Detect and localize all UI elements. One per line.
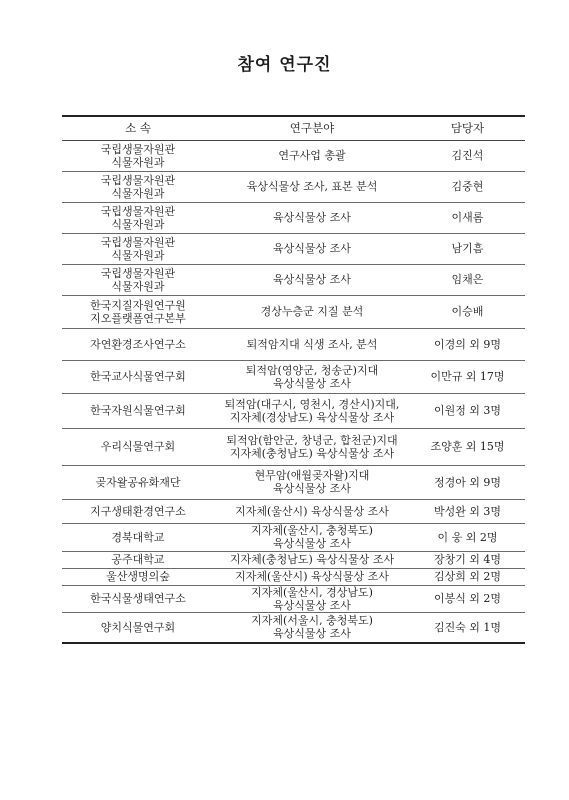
research-field-cell xyxy=(214,140,410,171)
affiliation-cell xyxy=(62,465,214,499)
research-field-cell xyxy=(214,360,410,393)
person-in-charge-cell: 박성완 외 3명 xyxy=(410,499,525,523)
research-field-cell-line: 육상식물상 조사 xyxy=(273,598,351,612)
affiliation-cell-line: 경북대학교 xyxy=(111,530,165,544)
table-row xyxy=(62,140,525,171)
affiliation-cell-line: 국립생물자원관 xyxy=(100,142,176,156)
person-in-charge-cell: 남기흠 xyxy=(410,233,525,264)
research-field-cell xyxy=(214,568,410,585)
affiliation-cell-line: 국립생물자원관 xyxy=(100,235,176,249)
affiliation-cell-line: 식물자원과 xyxy=(111,217,165,231)
table-row xyxy=(62,295,525,328)
research-field-cell xyxy=(214,393,410,428)
table-row xyxy=(62,171,525,202)
affiliation-cell xyxy=(62,568,214,585)
affiliation-cell xyxy=(62,360,214,393)
research-field-cell xyxy=(214,233,410,264)
affiliation-cell xyxy=(62,393,214,428)
person-in-charge-cell: 이새롬 xyxy=(410,202,525,233)
affiliation-cell-line: 식물자원과 xyxy=(111,186,165,200)
affiliation-cell xyxy=(62,295,214,328)
header-person-in-charge: 담당자 xyxy=(410,116,525,140)
affiliation-cell-line: 국립생물자원관 xyxy=(100,173,176,187)
affiliation-cell xyxy=(62,612,214,643)
table-row xyxy=(62,465,525,499)
table-header xyxy=(62,116,525,140)
table-row xyxy=(62,233,525,264)
research-field-cell-line: 현무암(애월곶자왈)지대 xyxy=(254,469,370,482)
research-field-cell-line: 퇴적암(대구시, 영천시, 경산시)지대, xyxy=(224,397,400,411)
research-field-cell-line: 퇴적암지대 식생 조사, 분석 xyxy=(246,337,378,351)
research-field-cell-line: 지자체(울산시) 육상식물상 조사 xyxy=(235,570,389,583)
table-row xyxy=(62,393,525,428)
research-field-cell-line: 지자체(서울시, 충청북도) xyxy=(251,614,373,628)
affiliation-cell xyxy=(62,171,214,202)
header-research-field: 연구분야 xyxy=(214,116,410,140)
research-field-cell xyxy=(214,171,410,202)
research-field-cell-line: 연구사업 총괄 xyxy=(278,149,346,162)
affiliation-cell xyxy=(62,585,214,612)
affiliation-cell-line: 울산생명의숲 xyxy=(106,570,170,583)
research-field-cell-line: 육상식물상 조사 xyxy=(273,273,351,286)
affiliation-cell-line: 한국식물생태연구소 xyxy=(90,592,186,605)
person-in-charge-cell: 김진석 xyxy=(410,140,525,171)
affiliation-cell xyxy=(62,233,214,264)
research-field-cell xyxy=(214,551,410,568)
research-field-cell-line: 지자체(울산시, 충청북도) xyxy=(251,524,373,537)
affiliation-cell-line: 곶자왈공유화재단 xyxy=(95,475,181,489)
research-field-cell xyxy=(214,465,410,499)
table-row xyxy=(62,551,525,568)
person-in-charge-cell: 장창기 외 4명 xyxy=(410,551,525,568)
affiliation-cell-line: 한국자원식물연구회 xyxy=(90,404,186,417)
research-field-cell xyxy=(214,295,410,328)
research-field-cell xyxy=(214,612,410,643)
research-field-cell-line: 육상식물상 조사 xyxy=(273,627,351,641)
research-field-cell xyxy=(214,499,410,523)
affiliation-cell-line: 우리식물연구회 xyxy=(100,440,176,453)
research-field-cell xyxy=(214,428,410,465)
table-row xyxy=(62,202,525,233)
affiliation-cell-line: 식물자원과 xyxy=(111,248,165,262)
research-field-cell-line: 육상식물상 조사 xyxy=(273,211,351,224)
table-row xyxy=(62,264,525,295)
affiliation-cell xyxy=(62,428,214,465)
research-field-cell-line: 육상식물상 조사 xyxy=(273,537,351,550)
person-in-charge-cell: 김진숙 외 1명 xyxy=(410,612,525,643)
research-staff-table xyxy=(62,115,525,644)
person-in-charge-cell: 이원정 외 3명 xyxy=(410,393,525,428)
table-row xyxy=(62,499,525,523)
research-field-cell-line: 지자체(울산시, 경상남도) xyxy=(251,585,373,599)
affiliation-cell xyxy=(62,328,214,360)
affiliation-cell xyxy=(62,499,214,523)
research-field-cell xyxy=(214,264,410,295)
table-row xyxy=(62,612,525,643)
table-row xyxy=(62,568,525,585)
table-row xyxy=(62,585,525,612)
research-field-cell-line: 육상식물상 조사 xyxy=(273,376,351,390)
affiliation-cell xyxy=(62,264,214,295)
person-in-charge-cell: 정경아 외 9명 xyxy=(410,465,525,499)
affiliation-cell-line: 한국지질자원연구원 xyxy=(90,298,186,312)
table-row xyxy=(62,523,525,551)
table-row xyxy=(62,428,525,465)
page-title: 참여 연구진 xyxy=(237,55,332,75)
research-field-cell-line: 퇴적암(영양군, 청송군)지대 xyxy=(245,363,379,377)
person-in-charge-cell: 임채은 xyxy=(410,264,525,295)
affiliation-cell-line: 지오플랫폼연구본부 xyxy=(90,311,186,325)
affiliation-cell-line: 식물자원과 xyxy=(111,155,165,169)
table-header-row xyxy=(62,116,525,140)
research-field-cell-line: 퇴적암(함안군, 창녕군, 합천군)지대 xyxy=(226,433,398,447)
person-in-charge-cell: 이봉식 외 2명 xyxy=(410,585,525,612)
header-affiliation: 소 속 xyxy=(62,116,214,140)
person-in-charge-cell: 조양훈 외 15명 xyxy=(410,428,525,465)
affiliation-cell-line: 양치식물연구회 xyxy=(100,620,176,634)
research-field-cell xyxy=(214,523,410,551)
affiliation-cell xyxy=(62,551,214,568)
person-in-charge-cell: 김중현 xyxy=(410,171,525,202)
affiliation-cell xyxy=(62,140,214,171)
table-body xyxy=(62,140,525,643)
person-in-charge-cell: 이경의 외 9명 xyxy=(410,328,525,360)
person-in-charge-cell: 이승배 xyxy=(410,295,525,328)
research-field-cell-line: 지자체(충청남도) 육상식물상 조사 xyxy=(229,553,395,566)
affiliation-cell-line: 한국교사식물연구회 xyxy=(90,370,186,383)
research-field-cell xyxy=(214,585,410,612)
research-field-cell-line: 경상누층군 지질 분석 xyxy=(260,305,364,318)
person-in-charge-cell: 이 웅 외 2명 xyxy=(410,523,525,551)
affiliation-cell-line: 국립생물자원관 xyxy=(100,266,176,280)
affiliation-cell xyxy=(62,523,214,551)
research-field-cell-line: 육상식물상 조사 xyxy=(273,482,351,495)
affiliation-cell-line: 식물자원과 xyxy=(111,279,165,293)
table-row xyxy=(62,328,525,360)
affiliation-cell-line: 자연환경조사연구소 xyxy=(90,337,186,351)
research-field-cell-line: 지자체(충청남도) 육상식물상 조사 xyxy=(229,446,395,460)
research-field-cell-line: 육상식물상 조사 xyxy=(273,242,351,255)
person-in-charge-cell: 김상희 외 2명 xyxy=(410,568,525,585)
affiliation-cell-line: 공주대학교 xyxy=(111,553,165,566)
affiliation-cell-line: 국립생물자원관 xyxy=(100,204,176,218)
affiliation-cell-line: 지구생태환경연구소 xyxy=(90,504,186,518)
table-row xyxy=(62,360,525,393)
research-field-cell xyxy=(214,328,410,360)
research-field-cell-line: 지자체(경상남도) 육상식물상 조사 xyxy=(229,410,395,424)
research-field-cell-line: 육상식물상 조사, 표본 분석 xyxy=(246,180,378,193)
affiliation-cell xyxy=(62,202,214,233)
research-field-cell xyxy=(214,202,410,233)
research-field-cell-line: 지자체(울산시) 육상식물상 조사 xyxy=(235,504,389,518)
person-in-charge-cell: 이만규 외 17명 xyxy=(410,360,525,393)
